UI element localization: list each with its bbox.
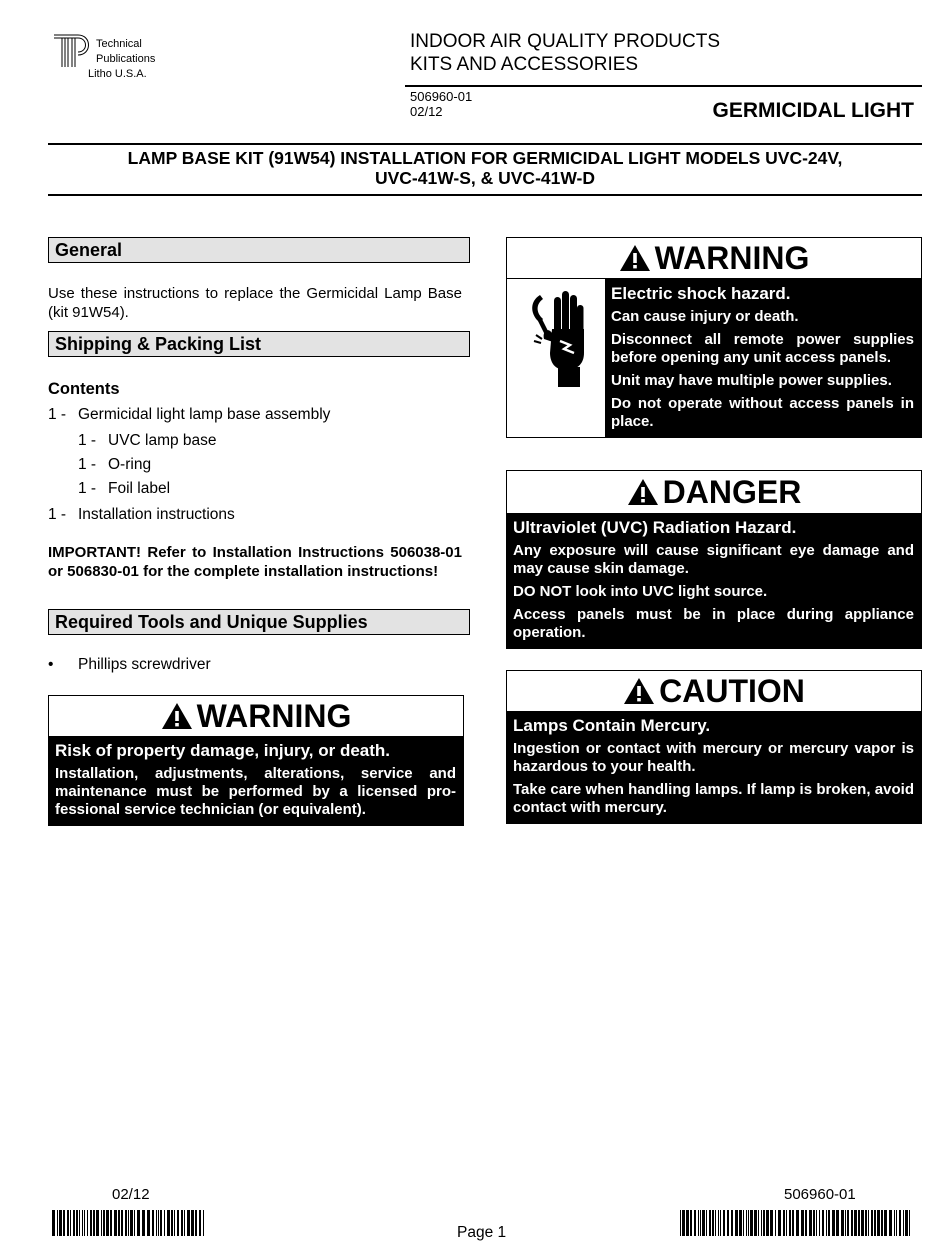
barcode-bar xyxy=(63,1210,65,1236)
title-rule-top xyxy=(48,143,922,145)
danger-box xyxy=(506,470,922,649)
warning-triangle-icon xyxy=(623,677,655,705)
caution-box xyxy=(506,670,922,824)
category-line-2: KITS AND ACCESSORIES xyxy=(410,54,639,75)
barcode-bar xyxy=(76,1210,78,1236)
doc-date: 02/12 xyxy=(410,104,443,119)
list-item xyxy=(78,455,151,474)
barcode-bar xyxy=(160,1210,162,1236)
barcode-bar xyxy=(871,1210,873,1236)
product-name: GERMICIDAL LIGHT xyxy=(712,99,914,122)
barcode-bar xyxy=(809,1210,812,1236)
list-item xyxy=(48,405,330,424)
warning-headline: Electric shock hazard. xyxy=(611,284,791,303)
barcode-bar xyxy=(750,1210,753,1236)
barcode-bar xyxy=(868,1210,869,1236)
barcode-bar xyxy=(836,1210,839,1236)
footer-doc-number: 506960-01 xyxy=(784,1186,856,1203)
title-rule-bottom xyxy=(48,194,922,196)
list-item-label: Installation instructions xyxy=(78,506,235,523)
important-note: IMPORTANT! Refer to Installation Instructions 506038-01 or 506830-01 for the complete installation instructions! xyxy=(48,544,462,580)
barcode-bar xyxy=(57,1210,58,1236)
bullet-icon: • xyxy=(48,656,54,673)
barcode-bar xyxy=(723,1210,725,1236)
list-item-label: Foil label xyxy=(108,480,171,497)
barcode-bar xyxy=(137,1210,140,1236)
barcode-bar xyxy=(735,1210,738,1236)
warning-line: Installation, adjustments, alterations, service and maintenance must be performed by a licensed pro-fessional service technician (or equivalent). xyxy=(55,765,456,818)
general-text: Use these instructions to replace the Germicidal Lamp Base (kit 91W54). xyxy=(48,285,462,321)
barcode-bar xyxy=(167,1210,170,1236)
barcode-bar xyxy=(110,1210,112,1236)
barcode-bar xyxy=(884,1210,887,1236)
barcode-bar xyxy=(93,1210,95,1236)
barcode-bar xyxy=(832,1210,835,1236)
list-item-label: Germicidal light lamp base assembly xyxy=(78,406,331,423)
list-item-qty: 1 - xyxy=(78,432,97,449)
warning-line: Can cause injury or death. xyxy=(611,308,799,325)
barcode-bar xyxy=(847,1210,849,1236)
barcode-bar xyxy=(114,1210,117,1236)
barcode-bar xyxy=(128,1210,129,1236)
danger-message xyxy=(507,513,921,648)
danger-line: Access panels must be in place during appliance operation. xyxy=(513,606,914,641)
barcode-bar xyxy=(199,1210,201,1236)
barcode-bar xyxy=(801,1210,804,1236)
barcode-bar xyxy=(813,1210,815,1236)
barcode-bar xyxy=(59,1210,62,1236)
barcode-bar xyxy=(903,1210,904,1236)
logo-line-3: Litho U.S.A. xyxy=(88,68,147,80)
barcode-bar xyxy=(877,1210,880,1236)
barcode-bar xyxy=(851,1210,853,1236)
barcode-bar xyxy=(156,1210,157,1236)
list-item-qty: 1 - xyxy=(48,506,67,523)
barcode-bar xyxy=(789,1210,791,1236)
barcode-bar xyxy=(899,1210,901,1236)
barcode-bar xyxy=(874,1210,876,1236)
list-item-qty: 1 - xyxy=(78,480,97,497)
page-number: Page 1 xyxy=(457,1224,507,1241)
list-item xyxy=(78,431,217,450)
caution-line: Take care when handling lamps. If lamp is broken, avoid contact with mercury. xyxy=(513,781,914,816)
barcode-bar xyxy=(865,1210,867,1236)
barcode-bar xyxy=(783,1210,785,1236)
warning-line: Unit may have multiple power supplies. xyxy=(611,372,892,389)
barcode-bar xyxy=(770,1210,773,1236)
barcode-bar xyxy=(894,1210,895,1236)
barcode-bar xyxy=(125,1210,127,1236)
barcode-bar xyxy=(67,1210,69,1236)
signal-word-row xyxy=(507,671,921,711)
barcode-bar xyxy=(826,1210,827,1236)
barcode-right xyxy=(680,1210,912,1236)
caution-line: Ingestion or contact with mercury or mercury vapor is hazardous to your health. xyxy=(513,740,914,775)
barcode-bar xyxy=(187,1210,190,1236)
barcode-bar xyxy=(79,1210,80,1236)
barcode-bar xyxy=(121,1210,123,1236)
barcode-bar xyxy=(184,1210,185,1236)
tp-logo-icon xyxy=(52,33,98,69)
footer-date: 02/12 xyxy=(112,1186,150,1203)
barcode-bar xyxy=(694,1210,696,1236)
barcode-bar xyxy=(134,1210,135,1236)
barcode-bar xyxy=(758,1210,759,1236)
document-title xyxy=(48,148,922,188)
barcode-bar xyxy=(174,1210,175,1236)
section-shipping-label: Shipping & Packing List xyxy=(55,334,262,354)
warning-headline: Risk of property damage, injury, or death. xyxy=(55,741,391,760)
title-line-2: UVC-41W-S, & UVC-41W-D xyxy=(374,168,595,188)
barcode-bar xyxy=(84,1210,85,1236)
doc-info xyxy=(410,89,472,119)
barcode-bar xyxy=(118,1210,120,1236)
barcode-bar xyxy=(203,1210,204,1236)
barcode-bar xyxy=(195,1210,197,1236)
barcode-bar xyxy=(816,1210,817,1236)
barcode-left xyxy=(52,1210,208,1236)
warning-triangle-icon xyxy=(161,702,193,730)
warning-triangle-icon xyxy=(619,244,651,272)
barcode-bar xyxy=(709,1210,711,1236)
section-shipping-heading xyxy=(48,331,470,357)
barcode-bar xyxy=(748,1210,749,1236)
warning-message xyxy=(49,736,463,825)
barcode-bar xyxy=(805,1210,807,1236)
danger-line: DO NOT look into UVC light source. xyxy=(513,583,768,600)
danger-line: Any exposure will cause significant eye damage and may cause skin damage. xyxy=(513,542,914,577)
barcode-bar xyxy=(822,1210,824,1236)
warning-message xyxy=(605,279,921,437)
barcode-bar xyxy=(142,1210,145,1236)
barcode-bar xyxy=(158,1210,159,1236)
barcode-bar xyxy=(152,1210,154,1236)
warning-box-shock xyxy=(506,237,922,438)
barcode-bar xyxy=(90,1210,92,1236)
barcode-bar xyxy=(896,1210,897,1236)
barcode-bar xyxy=(754,1210,757,1236)
list-item-label: O-ring xyxy=(108,456,152,473)
barcode-bar xyxy=(106,1210,109,1236)
barcode-bar xyxy=(101,1210,102,1236)
barcode-bar xyxy=(796,1210,799,1236)
signal-word: DANGER xyxy=(662,473,802,510)
barcode-bar xyxy=(778,1210,781,1236)
barcode-bar xyxy=(680,1210,681,1236)
barcode-bar xyxy=(861,1210,864,1236)
signal-word-row xyxy=(507,238,921,278)
section-tools-label: Required Tools and Unique Supplies xyxy=(55,612,368,632)
barcode-bar xyxy=(909,1210,910,1236)
barcode-bar xyxy=(147,1210,150,1236)
logo-line-1: Technical xyxy=(96,38,142,50)
list-item-label: UVC lamp base xyxy=(108,432,217,449)
barcode-bar xyxy=(171,1210,173,1236)
barcode-bar xyxy=(191,1210,194,1236)
electric-shock-hand-icon xyxy=(507,279,605,437)
product-category xyxy=(410,30,720,76)
caution-headline: Lamps Contain Mercury. xyxy=(513,716,711,735)
logo-line-2: Publications xyxy=(96,53,156,65)
barcode-bar xyxy=(177,1210,179,1236)
barcode-bar xyxy=(841,1210,844,1236)
barcode-bar xyxy=(845,1210,846,1236)
warning-line: Do not operate without access panels in place. xyxy=(611,395,914,430)
barcode-bar xyxy=(819,1210,820,1236)
category-line-1: INDOOR AIR QUALITY PRODUCTS xyxy=(410,31,721,52)
barcode-bar xyxy=(164,1210,165,1236)
barcode-bar xyxy=(731,1210,733,1236)
barcode-bar xyxy=(746,1210,747,1236)
doc-number: 506960-01 xyxy=(410,89,473,104)
barcode-bar xyxy=(73,1210,75,1236)
signal-word: WARNING xyxy=(196,697,352,734)
warning-triangle-icon xyxy=(627,478,659,506)
barcode-bar xyxy=(905,1210,908,1236)
barcode-bar xyxy=(727,1210,729,1236)
section-general-label: General xyxy=(55,240,123,260)
signal-word-row xyxy=(507,471,921,513)
header-rule xyxy=(405,85,922,87)
barcode-bar xyxy=(766,1210,769,1236)
barcode-bar xyxy=(87,1210,88,1236)
tools-list-item xyxy=(48,656,211,674)
barcode-bar xyxy=(858,1210,860,1236)
title-line-1: LAMP BASE KIT (91W54) INSTALLATION FOR GERMICIDAL LIGHT MODELS UVC-24V, xyxy=(127,148,843,168)
barcode-bar xyxy=(792,1210,794,1236)
list-item xyxy=(78,479,170,498)
caution-message xyxy=(507,711,921,823)
barcode-bar xyxy=(718,1210,719,1236)
barcode-bar xyxy=(881,1210,883,1236)
technical-publications-logo xyxy=(52,33,182,83)
barcode-bar xyxy=(700,1210,701,1236)
barcode-bar xyxy=(828,1210,830,1236)
barcode-bar xyxy=(96,1210,99,1236)
barcode-bar xyxy=(52,1210,55,1236)
list-item xyxy=(48,505,235,524)
barcode-bar xyxy=(686,1210,689,1236)
barcode-bar xyxy=(761,1210,762,1236)
barcode-bar xyxy=(712,1210,714,1236)
barcode-bar xyxy=(690,1210,692,1236)
barcode-bar xyxy=(130,1210,133,1236)
barcode-bar xyxy=(743,1210,744,1236)
warning-box-property xyxy=(48,695,464,826)
barcode-bar xyxy=(854,1210,857,1236)
section-general-heading xyxy=(48,237,470,263)
list-item-qty: 1 - xyxy=(78,456,97,473)
barcode-bar xyxy=(82,1210,83,1236)
warning-line: Disconnect all remote power supplies before opening any unit access panels. xyxy=(611,331,914,366)
shock-body xyxy=(507,278,921,437)
signal-word: CAUTION xyxy=(659,672,805,709)
barcode-bar xyxy=(682,1210,685,1236)
barcode-bar xyxy=(763,1210,765,1236)
barcode-bar xyxy=(715,1210,716,1236)
barcode-bar xyxy=(698,1210,699,1236)
barcode-bar xyxy=(720,1210,721,1236)
danger-headline: Ultraviolet (UVC) Radiation Hazard. xyxy=(513,518,797,537)
tools-item-label: Phillips screwdriver xyxy=(78,656,211,673)
barcode-bar xyxy=(181,1210,183,1236)
barcode-bar xyxy=(889,1210,892,1236)
contents-heading: Contents xyxy=(48,380,120,398)
signal-word-row xyxy=(49,696,463,736)
barcode-bar xyxy=(786,1210,787,1236)
signal-word: WARNING xyxy=(654,239,810,276)
barcode-bar xyxy=(775,1210,776,1236)
barcode-bar xyxy=(70,1210,71,1236)
barcode-bar xyxy=(739,1210,742,1236)
list-item-qty: 1 - xyxy=(48,406,67,423)
barcode-bar xyxy=(706,1210,707,1236)
barcode-bar xyxy=(702,1210,705,1236)
section-tools-heading xyxy=(48,609,470,635)
barcode-bar xyxy=(103,1210,105,1236)
